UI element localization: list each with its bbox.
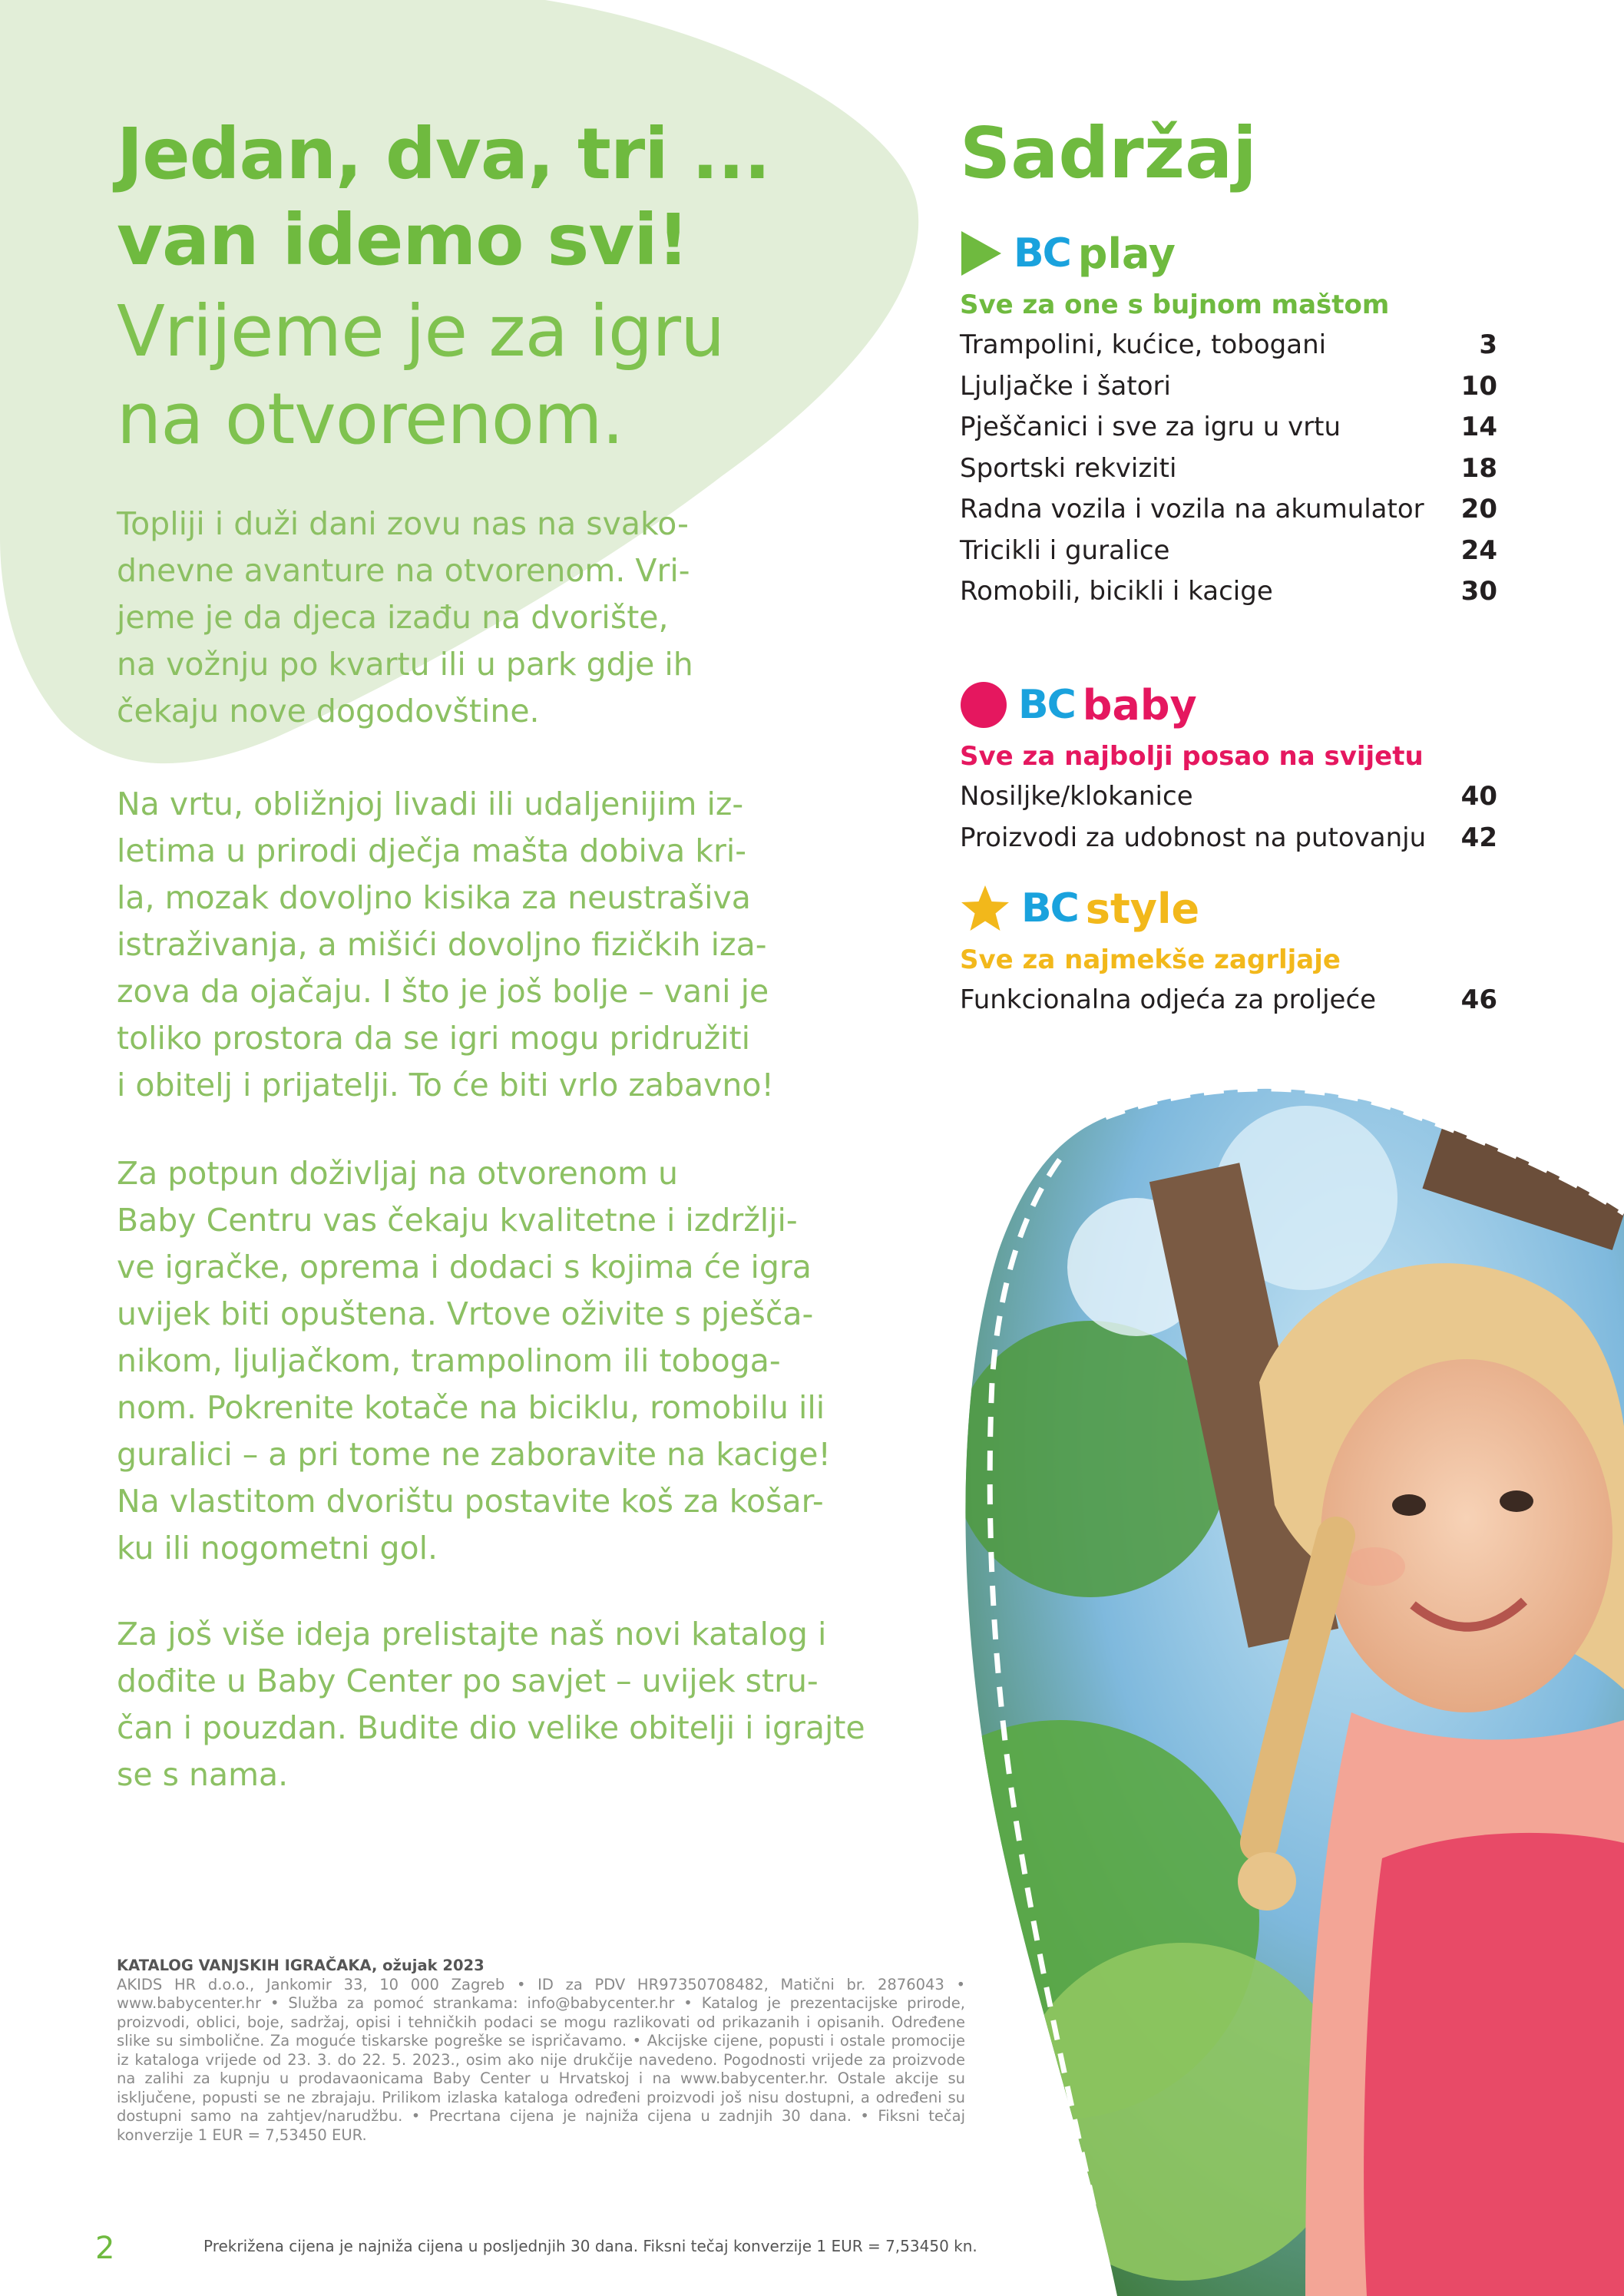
toc-entry-page: 20	[1460, 494, 1497, 524]
toc-title: Sadržaj	[960, 112, 1257, 194]
toc-entry[interactable]	[960, 325, 1497, 366]
paragraph-line: dnevne avanture na otvorenom. Vri-	[117, 552, 690, 589]
intro-paragraph-4	[117, 1611, 885, 1798]
toc-entry-page: 46	[1460, 984, 1497, 1015]
paragraph-line: dođite u Baby Center po savjet – uvijek stru-	[117, 1662, 819, 1699]
toc-entry-label: Nosiljke/klokanice	[960, 781, 1193, 812]
paragraph-line: guralici – a pri tome ne zaboravite na kacige!	[117, 1436, 831, 1473]
toc-entry-label: Proizvodi za udobnost na putovanju	[960, 822, 1427, 853]
toc-entry[interactable]	[960, 366, 1497, 408]
circle-icon	[960, 681, 1007, 729]
brand-bc-baby	[960, 678, 1497, 732]
toc-section-style	[960, 882, 1497, 1021]
toc-entry-page: 42	[1460, 822, 1497, 853]
toc-entry[interactable]	[960, 531, 1497, 572]
paragraph-line: na vožnju po kvartu ili u park gdje ih	[117, 646, 693, 683]
paragraph-line: toliko prostora da se igri mogu pridružiti	[117, 1020, 751, 1057]
paragraph-line: Baby Centru vas čekaju kvalitetne i izdržlji-	[117, 1202, 798, 1239]
toc-entry-label: Romobili, bicikli i kacige	[960, 576, 1273, 607]
paragraph-line: Topliji i duži dani zovu nas na svako-	[117, 505, 689, 542]
toc-entry[interactable]	[960, 571, 1497, 613]
page-number: 2	[95, 2231, 115, 2266]
paragraph-line: letima u prirodi dječja mašta dobiva kri-	[117, 832, 747, 869]
section-subtitle: Sve za one s bujnom maštom	[960, 289, 1390, 320]
paragraph-line: čan i pouzdan. Budite dio velike obitelji i igrajte	[117, 1709, 865, 1746]
intro-paragraph-1	[117, 501, 885, 735]
toc-entry[interactable]	[960, 489, 1497, 531]
toc-entry[interactable]	[960, 776, 1497, 818]
toc-section-baby	[960, 678, 1497, 859]
toc-entry-page: 14	[1460, 412, 1497, 442]
play-triangle-icon	[960, 230, 1003, 277]
intro-paragraph-3	[117, 1150, 885, 1572]
brand-bc-play	[960, 227, 1497, 280]
brand-prefix: BC	[1018, 682, 1075, 728]
paragraph-line: istraživanja, a mišići dovoljno fizičkih iza-	[117, 926, 767, 963]
table-of-contents	[960, 111, 1497, 1015]
toc-entry-label: Radna vozila i vozila na akumulator	[960, 494, 1424, 524]
paragraph-line: nikom, ljuljačkom, trampolinom ili toboga-	[117, 1342, 781, 1379]
imprint-title: KATALOG VANJSKIH IGRAČAKA, ožujak 2023	[117, 1957, 485, 1974]
section-subtitle: Sve za najmekše zagrljaje	[960, 945, 1341, 975]
toc-entry-page: 30	[1460, 576, 1497, 607]
star-icon	[960, 884, 1010, 933]
paragraph-line: jeme je da djeca izađu na dvorište,	[117, 599, 669, 636]
toc-entry-page: 3	[1479, 329, 1497, 360]
headline-line-1: Jedan, dva, tri ...	[117, 113, 770, 195]
paragraph-line: Na vlastitom dvorištu postavite koš za košar-	[117, 1483, 824, 1520]
toc-entry[interactable]	[960, 818, 1497, 859]
paragraph-line: zova da ojačaju. I što je još bolje – vani je	[117, 973, 769, 1010]
toc-entry[interactable]	[960, 448, 1497, 490]
paragraph-line: se s nama.	[117, 1756, 289, 1793]
paragraph-line: i obitelj i prijatelji. To će biti vrlo zabavno!	[117, 1067, 774, 1103]
paragraph-line: uvijek biti opuštena. Vrtove oživite s pješča-	[117, 1295, 814, 1332]
toc-entry-label: Ljuljačke i šatori	[960, 370, 1171, 402]
brand-prefix: BC	[1021, 885, 1078, 931]
toc-entry-label: Trampolini, kućice, tobogani	[960, 329, 1327, 360]
paragraph-line: Za potpun doživljaj na otvorenom u	[117, 1155, 678, 1192]
brand-bc-style	[960, 882, 1497, 935]
toc-entry-page: 18	[1460, 452, 1497, 484]
paragraph-line: ve igračke, oprema i dodaci s kojima će igra	[117, 1249, 812, 1285]
paragraph-line: čekaju nove dogodovštine.	[117, 693, 540, 729]
paragraph-line: Na vrtu, obližnjoj livadi ili udaljenijim iz-	[117, 786, 744, 822]
paragraph-line: Za još više ideja prelistajte naš novi katalog i	[117, 1616, 827, 1653]
brand-prefix: BC	[1014, 230, 1070, 276]
toc-entry[interactable]	[960, 407, 1497, 448]
toc-entry-page: 24	[1460, 534, 1497, 566]
toc-entry-label: Pješčanici i sve za igru u vrtu	[960, 412, 1341, 442]
price-note: Prekrižena cijena je najniža cijena u posljednjih 30 dana. Fiksni tečaj konverzije 1 EUR = 7,53450 kn.	[203, 2237, 977, 2255]
toc-entry-page: 10	[1460, 370, 1497, 402]
headline-line-4: na otvorenom.	[117, 378, 623, 460]
catalog-imprint	[117, 1957, 965, 2145]
toc-entry-label: Sportski rekviziti	[960, 452, 1177, 484]
headline-line-3: Vrijeme je za igru	[117, 290, 725, 372]
toc-entry-label: Tricikli i guralice	[960, 534, 1170, 566]
toc-entry-page: 40	[1460, 781, 1497, 812]
intro-paragraph-2	[117, 781, 885, 1109]
paragraph-line: la, mozak dovoljno kisika za neustrašiva	[117, 879, 751, 916]
headline-line-2: van idemo svi!	[117, 199, 689, 281]
paragraph-line: nom. Pokrenite kotače na biciklu, romobilu ili	[117, 1389, 825, 1426]
brand-word: baby	[1082, 680, 1197, 729]
toc-entry[interactable]	[960, 980, 1497, 1021]
toc-section-play	[960, 227, 1497, 613]
intro-headline	[117, 111, 885, 463]
paragraph-line: ku ili nogometni gol.	[117, 1530, 438, 1567]
toc-entry-label: Funkcionalna odjeća za proljeće	[960, 984, 1377, 1015]
brand-word: style	[1085, 884, 1200, 933]
brand-word: play	[1077, 229, 1176, 278]
imprint-text: AKIDS HR d.o.o., Jankomir 33, 10 000 Zagreb • ID za PDV HR97350708482, Matični br. 2876043 • www.babycenter.hr • Služba za pomoć strankama: info@babycenter.hr • Katalog je prezentacijske prirode, proizvodi, oblici, boje, sadržaj, opisi i tehničkih podaci se mogu razlikovati od prikazanih i opisanih. Određene slike su simbolične. Za moguće tiskarske pogreške se ispričavamo. • Akcijske cijene, popusti i ostale promocije iz kataloga vrijede od 23. 3. do 22. 5. 2023., osim ako nije drukčije navedeno. Pogodnosti vrijede za proizvode na zalihi za kupnju u prodavaonicama Baby Center u Hrvatskoj i na www.babycenter.hr. Ostale akcije su isključene, popusti se ne zbrajaju. Prilikom izlaska kataloga određeni proizvodi još nisu dostupni, a određeni su dostupni samo na zahtjev/narudžbu. • Precrtana cijena je najniža cijena u zadnjih 30 dana. • Fiksni tečaj konverzije 1 EUR = 7,53450 EUR.	[117, 1975, 965, 2144]
section-subtitle: Sve za najbolji posao na svijetu	[960, 741, 1424, 772]
